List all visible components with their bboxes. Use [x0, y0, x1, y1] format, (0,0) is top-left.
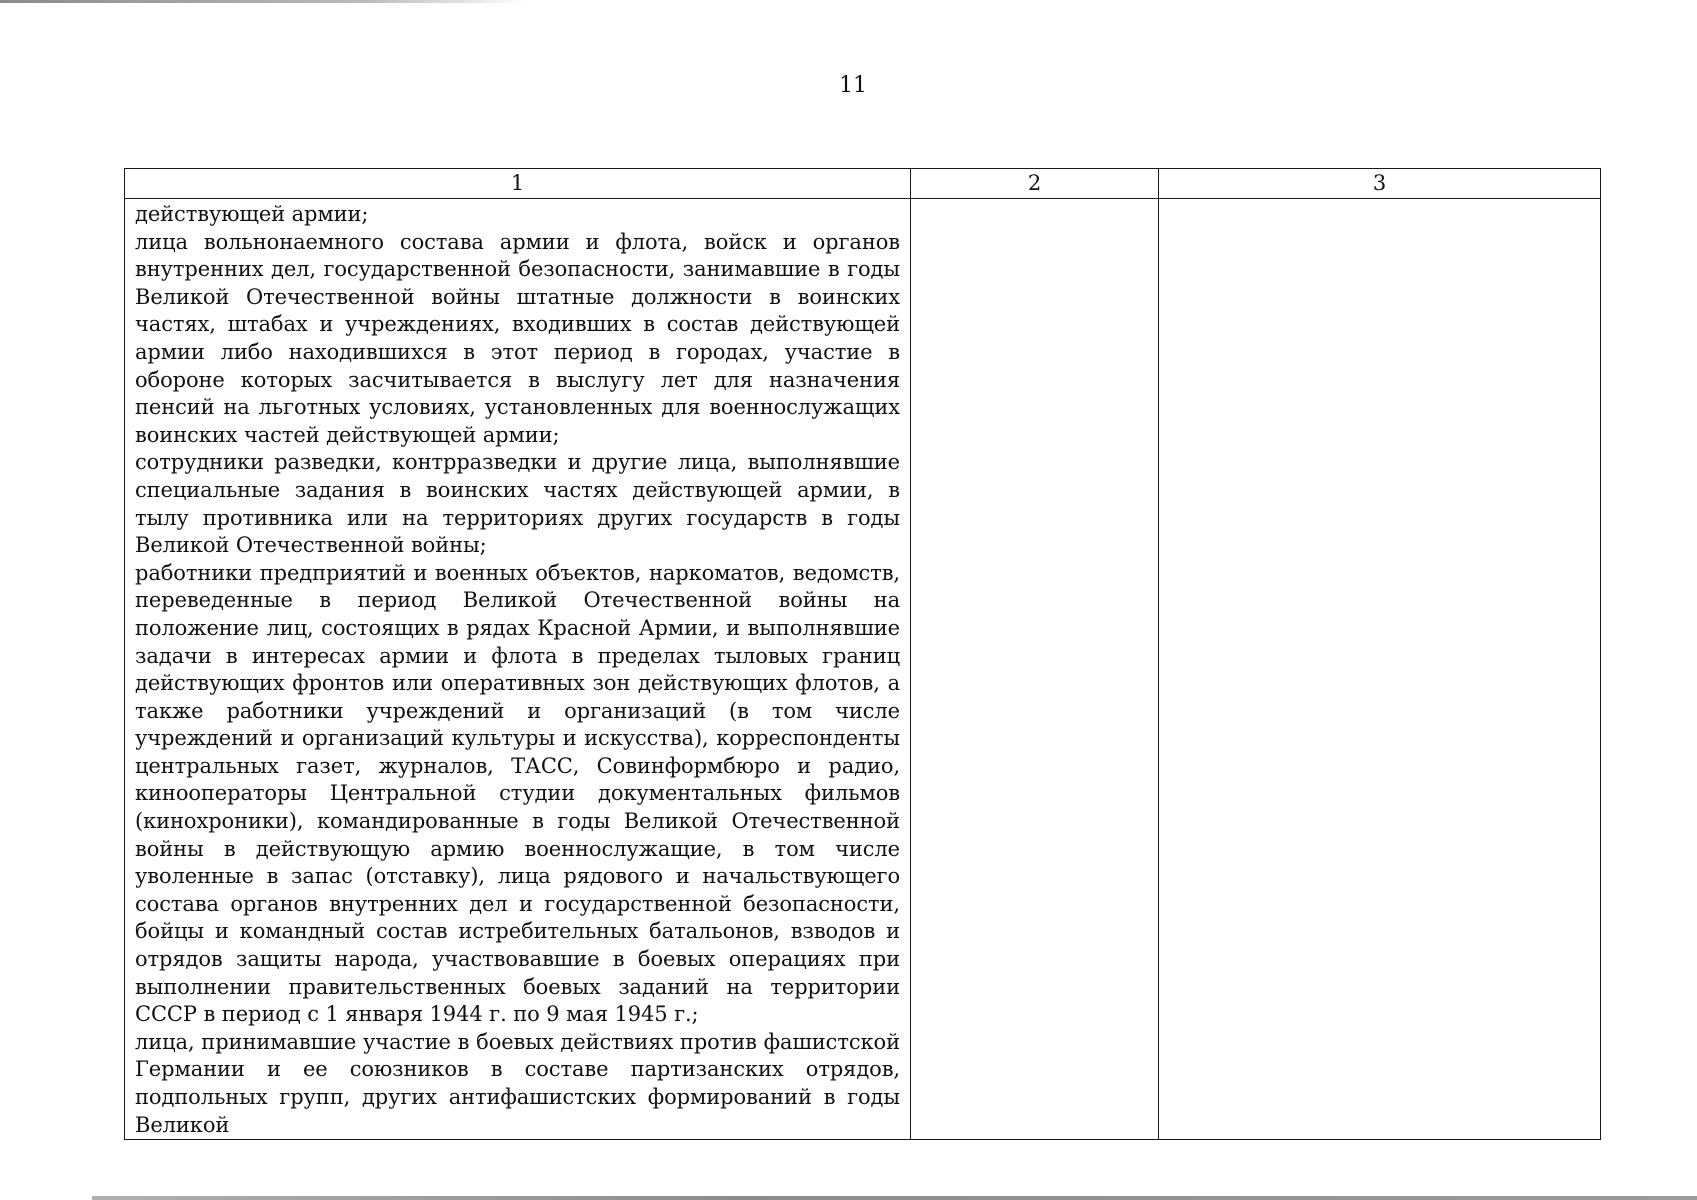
table-header-col-1: 1: [125, 169, 911, 199]
table-header-col-2: 2: [911, 169, 1159, 199]
table-row: [125, 199, 1601, 1140]
table-cell-col-1: [125, 199, 911, 1140]
table-header-col-3: 3: [1159, 169, 1601, 199]
page-number: 11: [839, 73, 867, 98]
scan-edge-bottom: [92, 1196, 1697, 1200]
cell-text: [125, 199, 910, 1139]
paragraph-3: сотрудники разведки, контрразведки и другие лица, выполнявшие специальные задания в воинских частях действующей армии, в тылу противника или на территориях других государств в годы Великой Отечественной войны;: [135, 450, 900, 558]
paragraph-4: работники предприятий и военных объектов, наркоматов, ведомств, переведенные в период Великой Отечественной войны на положение лиц, состоящих в рядах Красной Армии, и выполнявшие задачи в интересах армии и флота в пределах тыловых границ действующих фронтов или оперативных зон действующих флотов, а также работники учреждений и организаций (в том числе учреждений и организаций культуры и искусства), корреспонденты центральных газет, журналов, ТАСС, Совинформбюро и радио, кинооператоры Центральной студии документальных фильмов (кинохроники), командированные в годы Великой Отечественной войны в действующую армию военнослужащие, в том числе уволенные в запас (отставку), лица рядового и начальствующего состава органов внутренних дел и государственной безопасности, бойцы и командный состав истребительных батальонов, взводов и отрядов защиты народа, участвовавшие в боевых операциях при выполнении правительственных боевых заданий на территории СССР в период с 1 января 1944 г. по 9 мая 1945 г.;: [135, 560, 900, 1027]
paragraph-5: лица, принимавшие участие в боевых действиях против фашистской Германии и ее союзников в составе партизанских отрядов, подпольных групп, других антифашистских формирований в годы Великой: [135, 1029, 900, 1137]
paragraph-2: лица вольнонаемного состава армии и флота, войск и органов внутренних дел, государственной безопасности, занимавшие в годы Великой Отечественной войны штатные должности в воинских частях, штабах и учреждениях, входивших в состав действующей армии либо находившихся в этот период в городах, участие в обороне которых засчитывается в выслугу лет для назначения пенсий на льготных условиях, установленных для военнослужащих воинских частей действующей армии;: [135, 229, 900, 447]
table-cell-col-3: [1159, 199, 1601, 1140]
scan-edge-top: [0, 0, 530, 3]
table-cell-col-2: [911, 199, 1159, 1140]
table-header-row: [125, 169, 1601, 199]
paragraph-1: действующей армии;: [135, 202, 369, 226]
document-table: [124, 168, 1601, 1140]
